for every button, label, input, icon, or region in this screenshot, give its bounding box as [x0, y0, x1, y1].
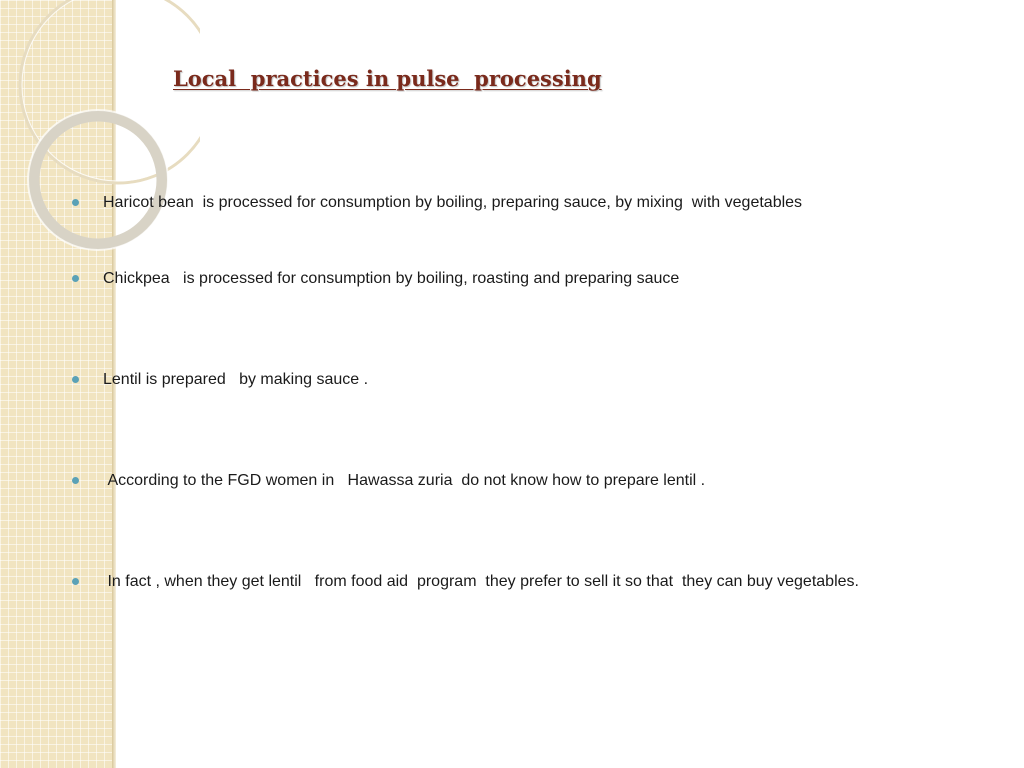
bullet-dot-icon — [72, 199, 79, 206]
bullet-text: In fact , when they get lentil from food aid program they prefer to sell it so that they can buy vegetables. — [103, 573, 859, 590]
bullet-item — [72, 472, 912, 489]
bullet-item — [72, 270, 912, 287]
bullet-dot-icon — [72, 376, 79, 383]
bullet-text: Chickpea is processed for consumption by boiling, roasting and preparing sauce — [103, 270, 680, 287]
bullet-text: Haricot bean is processed for consumption by boiling, preparing sauce, by mixing with vegetables — [103, 194, 803, 211]
bullet-item — [72, 573, 912, 590]
decorative-rings — [0, 0, 200, 260]
large-ring — [20, 0, 200, 183]
bullet-item — [72, 194, 912, 211]
bullet-dot-icon — [72, 477, 79, 484]
bullet-item — [72, 371, 912, 388]
bullet-dot-icon — [72, 578, 79, 585]
bullet-text: Lentil is prepared by making sauce . — [103, 371, 369, 388]
slide-title: Local practices in pulse processing — [173, 66, 602, 91]
bullet-dot-icon — [72, 275, 79, 282]
bullet-text: According to the FGD women in Hawassa zuria do not know how to prepare lentil . — [103, 472, 706, 489]
